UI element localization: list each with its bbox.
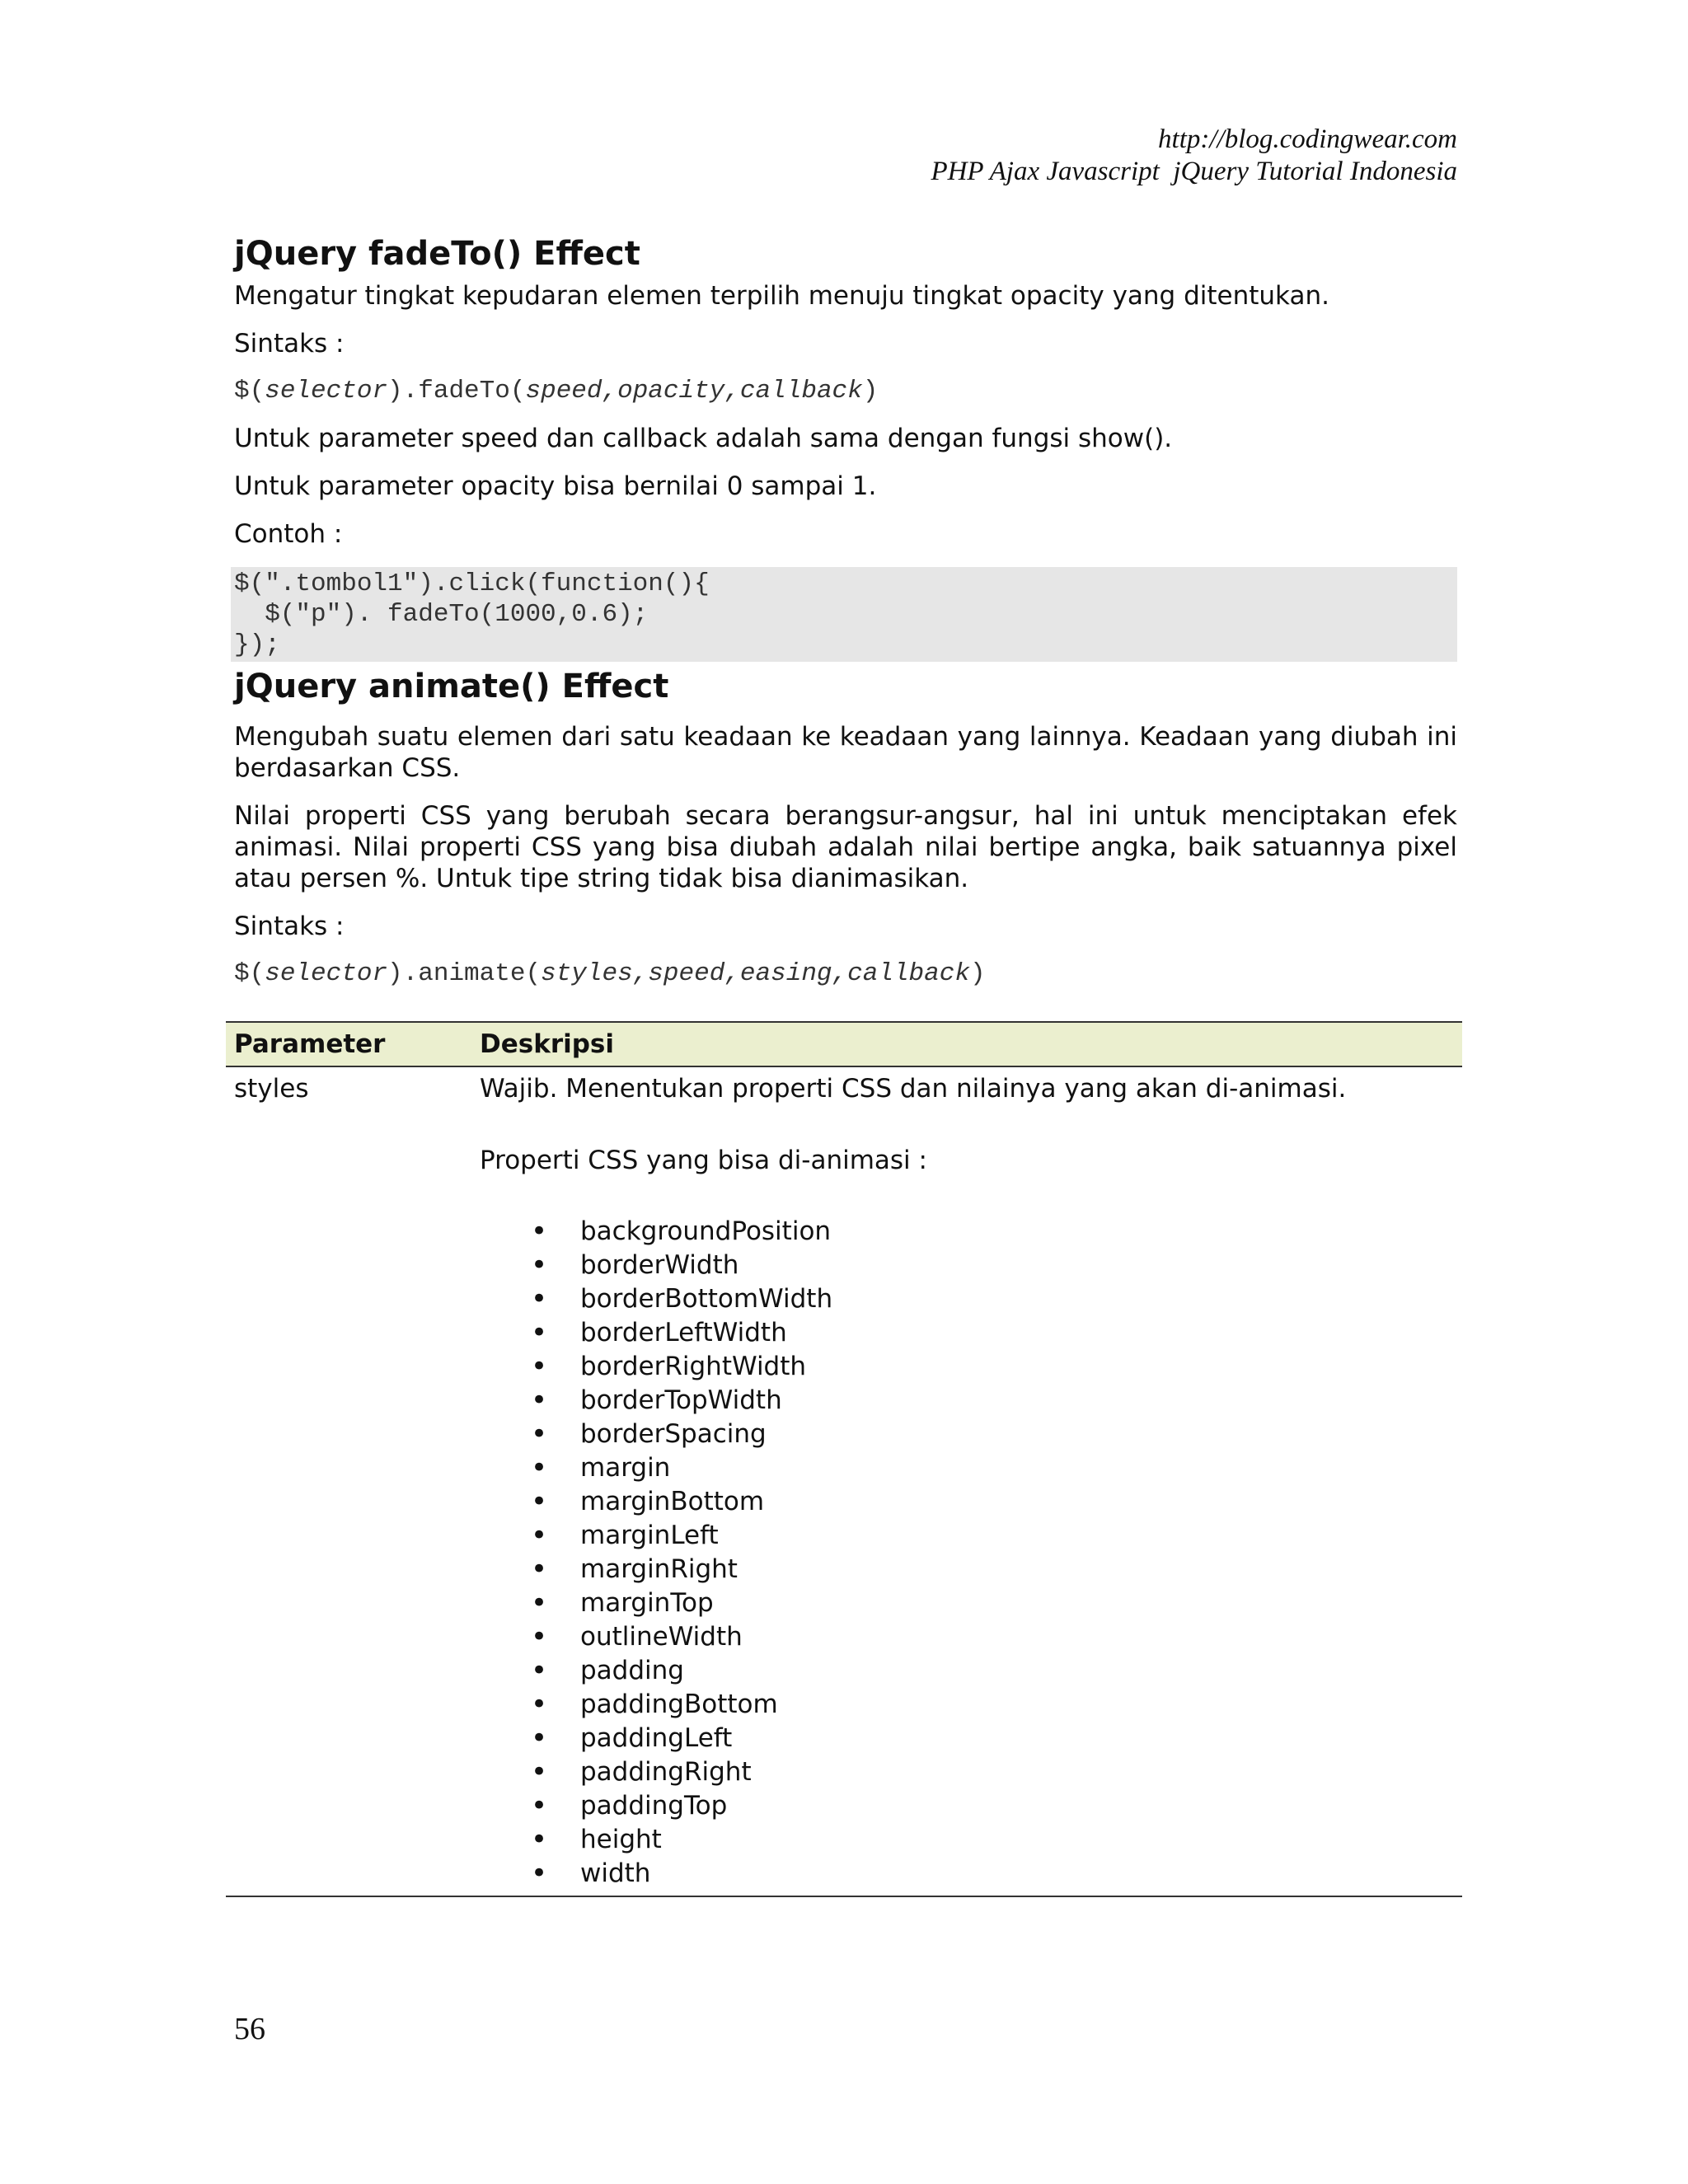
list-item: • marginBottom xyxy=(580,1485,1454,1519)
page-number: 56 xyxy=(234,2012,265,2046)
table-row xyxy=(226,1066,1462,1896)
fadeto-example-label: Contoh : xyxy=(234,519,343,549)
page-header xyxy=(931,124,1457,188)
list-item: • marginTop xyxy=(580,1586,1454,1620)
fadeto-example-code: $(".tombol1").click(function(){ $("p"). fadeTo(1000,0.6); }); xyxy=(231,567,1457,662)
page-content xyxy=(234,229,1457,1897)
list-item: • borderLeftWidth xyxy=(580,1316,1454,1350)
list-item: • outlineWidth xyxy=(580,1620,1454,1654)
list-item: • marginRight xyxy=(580,1553,1454,1586)
list-item: • backgroundPosition xyxy=(580,1215,1454,1249)
list-item: • borderTopWidth xyxy=(580,1384,1454,1418)
fadeto-note-1: Untuk parameter speed dan callback adalah sama dengan fungsi show(). xyxy=(234,424,1173,453)
animate-title: jQuery animate() Effect xyxy=(234,668,669,705)
list-item: • borderWidth xyxy=(580,1249,1454,1282)
param-subdesc: Properti CSS yang bisa di-animasi : xyxy=(480,1146,927,1175)
header-url: http://blog.codingwear.com xyxy=(1158,124,1457,154)
param-name: styles xyxy=(226,1066,471,1896)
table-header-deskripsi: Deskripsi xyxy=(471,1022,1462,1066)
parameter-table xyxy=(226,1021,1462,1897)
list-item: • height xyxy=(580,1823,1454,1857)
list-item: • paddingBottom xyxy=(580,1688,1454,1722)
list-item: • paddingLeft xyxy=(580,1722,1454,1755)
animate-description-1: Mengubah suatu elemen dari satu keadaan ke keadaan yang lainnya. Keadaan yang diubah ini berdasarkan CSS. xyxy=(234,722,1457,783)
list-item: • marginLeft xyxy=(580,1519,1454,1553)
animate-syntax-label: Sintaks : xyxy=(234,912,345,941)
fadeto-title: jQuery fadeTo() Effect xyxy=(234,235,640,273)
header-subtitle: PHP Ajax Javascript jQuery Tutorial Indonesia xyxy=(931,157,1457,186)
list-item: • padding xyxy=(580,1654,1454,1688)
list-item: • width xyxy=(580,1857,1454,1891)
fadeto-note-2: Untuk parameter opacity bisa bernilai 0 sampai 1. xyxy=(234,471,877,501)
list-item: • paddingRight xyxy=(580,1755,1454,1789)
fadeto-description: Mengatur tingkat kepudaran elemen terpilih menuju tingkat opacity yang ditentukan. xyxy=(234,281,1329,311)
list-item: • borderSpacing xyxy=(580,1418,1454,1451)
table-header-parameter: Parameter xyxy=(226,1022,471,1066)
list-item: • borderBottomWidth xyxy=(580,1282,1454,1316)
fadeto-syntax: $(selector).fadeTo(speed,opacity,callback) xyxy=(234,377,879,405)
param-description xyxy=(471,1066,1462,1896)
list-item: • margin xyxy=(580,1451,1454,1485)
param-desc-text: Wajib. Menentukan properti CSS dan nilainya yang akan di-animasi. xyxy=(480,1074,1347,1104)
list-item: • borderRightWidth xyxy=(580,1350,1454,1384)
table-header-row xyxy=(226,1022,1462,1066)
animate-syntax: $(selector).animate(styles,speed,easing,callback) xyxy=(234,959,986,988)
fadeto-syntax-label: Sintaks : xyxy=(234,329,345,359)
animate-description-2: Nilai properti CSS yang berubah secara berangsur-angsur, hal ini untuk menciptakan efek animasi. Nilai properti CSS yang bisa diubah adalah nilai bertipe angka, baik satuannya pixel atau persen %. Untuk tipe string tidak bisa dianimasikan. xyxy=(234,801,1457,893)
list-item: • paddingTop xyxy=(580,1789,1454,1823)
css-property-list xyxy=(480,1215,1454,1891)
